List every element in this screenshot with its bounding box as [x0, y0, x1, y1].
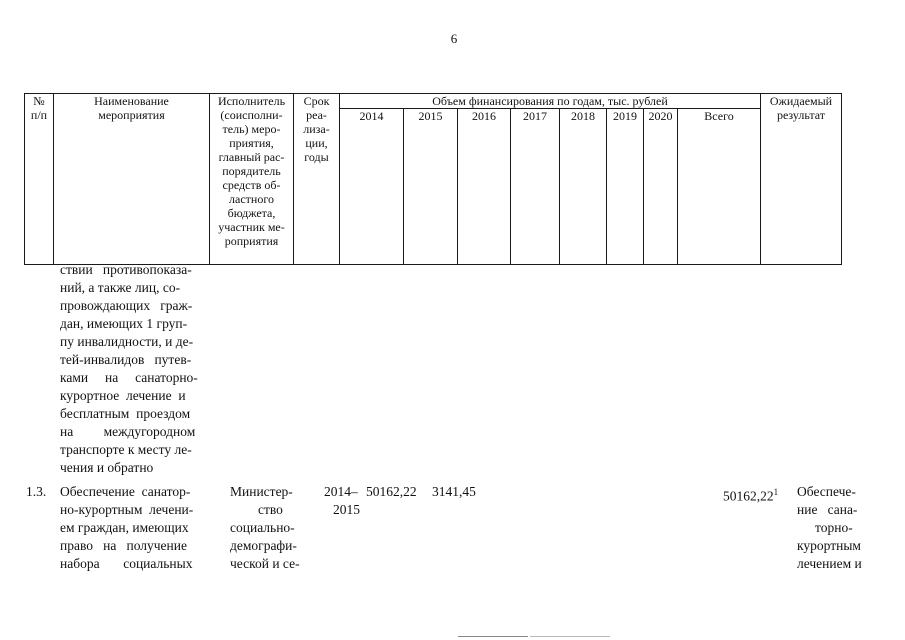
row-name	[60, 483, 193, 573]
row-name-line: ем граждан, имеющих	[60, 520, 189, 535]
row-term	[324, 483, 360, 519]
header-result: Ожидаемый результат	[761, 94, 842, 265]
row-result-line: ние сана-	[797, 502, 858, 517]
continuation-line: курортное лечение и	[60, 388, 186, 403]
row-total-footnote: 1	[773, 487, 779, 497]
continuation-line: дан, имеющих 1 груп-	[60, 316, 188, 331]
continuation-line: ками на санаторно-	[60, 370, 198, 385]
continuation-line: чения и обратно	[60, 460, 154, 475]
row-executor-line: демографи-	[230, 538, 297, 553]
header-total: Всего	[678, 109, 761, 265]
header-year-2015: 2015	[404, 109, 458, 265]
continuation-line: ствии противопоказа-	[60, 262, 192, 277]
row-executor-line: ство	[258, 502, 283, 517]
header-year-2020: 2020	[644, 109, 678, 265]
header-table	[24, 93, 842, 265]
row-total	[723, 483, 778, 506]
row-number: 1.3.	[26, 484, 47, 499]
scan-artifact-line	[530, 636, 610, 637]
row-result-line: лечением и	[797, 556, 862, 571]
row-name-line: но-курортным лечени-	[60, 502, 194, 517]
row-result-line: торно-	[815, 520, 853, 535]
row-name-line: Обеспечение санатор-	[60, 484, 191, 499]
row-name-line: набора социальных	[60, 556, 193, 571]
row-result	[797, 483, 877, 573]
row-value-2014: 50162,22	[366, 484, 417, 499]
scan-artifact-line	[458, 636, 528, 637]
continuation-line: провождающих граж-	[60, 298, 193, 313]
header-executor: Исполнитель (соисполни- тель) меро- приятия, главный рас- порядитель средств об- ластного бюджета, участник ме- роприятия	[210, 94, 294, 265]
row-result-line: курортным	[797, 538, 861, 553]
header-year-2014: 2014	[340, 109, 404, 265]
page-number: 6	[450, 31, 458, 46]
continuation-text	[60, 261, 198, 477]
row-name-line: право на получение	[60, 538, 187, 553]
row-term-line: 2014–	[324, 484, 358, 499]
header-year-2016: 2016	[458, 109, 511, 265]
header-number: № п/п	[25, 94, 54, 265]
header-funding: Объем финансирования по годам, тыс. рублей	[340, 94, 761, 109]
continuation-line: транспорте к месту ле-	[60, 442, 192, 457]
header-term: Срок реа- лиза- ции, годы	[294, 94, 340, 265]
continuation-line: тей-инвалидов путев-	[60, 352, 192, 367]
row-total-value: 50162,22	[723, 488, 774, 504]
row-executor-line: социально-	[230, 520, 295, 535]
row-result-line: Обеспече-	[797, 484, 856, 499]
continuation-line: ний, а также лиц, со-	[60, 280, 181, 295]
header-name: Наименование мероприятия	[54, 94, 210, 265]
row-executor-line: Министер-	[230, 484, 293, 499]
continuation-line: на междугородном	[60, 424, 196, 439]
continuation-line: бесплатным проездом	[60, 406, 191, 421]
row-value-2015: 3141,45	[432, 484, 476, 499]
row-executor	[230, 483, 300, 573]
continuation-line: пу инвалидности, и де-	[60, 334, 194, 349]
row-term-line: 2015	[333, 502, 360, 517]
header-year-2017: 2017	[511, 109, 560, 265]
header-year-2019: 2019	[607, 109, 644, 265]
row-executor-line: ческой и се-	[230, 556, 300, 571]
header-year-2018: 2018	[560, 109, 607, 265]
